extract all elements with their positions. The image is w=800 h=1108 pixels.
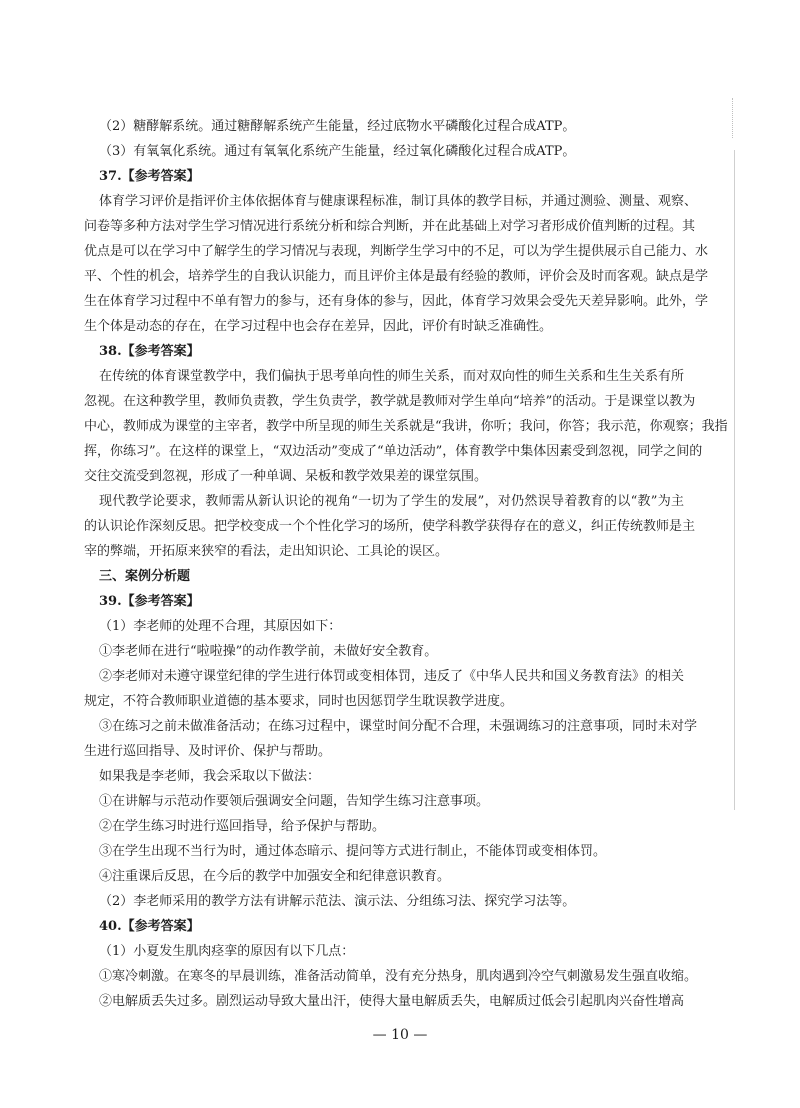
text-line: 生个体是动态的存在，在学习过程中也会存在差异，因此，评价有时缺乏准确性。: [84, 319, 553, 334]
text-line: ②电解质丢失过多。剧烈运动导致大量出汗，使得大量电解质丢失，电解质过低会引起肌肉兴奋性增高: [99, 994, 685, 1009]
scan-edge-line: [734, 150, 735, 810]
text-line: ③在练习之前未做准备活动；在练习过程中，课堂时间分配不合理，未强调练习的注意事项，同时未对学: [99, 719, 698, 734]
text-line: 生进行巡回指导、及时评价、保护与帮助。: [84, 744, 332, 759]
text-line: 生在体育学习过程中不单有智力的参与，还有身体的参与，因此，体育学习效果会受先天差异影响。此外，学: [84, 294, 709, 309]
text-line: 体育学习评价是指评价主体依据体育与健康课程标准，制订具体的教学目标，并通过测验、测量、观察、: [99, 194, 698, 209]
text-line: （3）有氧氧化系统。通过有氧氧化系统产生能量，经过氧化磷酸化过程合成ATP。: [99, 144, 576, 159]
text-line: 优点是可以在学习中了解学生的学习情况与表现，判断学生学习中的不足，可以为学生提供展示自己能力、水: [84, 244, 709, 259]
text-line: 规定，不符合教师职业道德的基本要求，同时也因惩罚学生耽误教学进度。: [84, 694, 514, 709]
text-line: 忽视。在这种教学里，教师负责教，学生负责学，教学就是教师对学生单向“培养”的活动。于是课堂以教为: [84, 394, 696, 409]
section-heading: 39.【参考答案】: [99, 594, 200, 609]
text-line: （2）糖酵解系统。通过糖酵解系统产生能量，经过底物水平磷酸化过程合成ATP。: [99, 119, 576, 134]
page-number: — 10 —: [372, 1027, 428, 1043]
section-heading: 三、案例分析题: [99, 569, 191, 584]
section-heading: 40.【参考答案】: [99, 919, 200, 934]
section-heading: 37.【参考答案】: [99, 169, 200, 184]
text-line: （1）李老师的处理不合理，其原因如下：: [99, 619, 342, 634]
text-line: ④注重课后反思，在今后的教学中加强安全和纪律意识教育。: [99, 869, 451, 884]
text-line: 问卷等多种方法对学生学习情况进行系统分析和综合判断，并在此基础上对学习者形成价值判断的过程。其: [84, 219, 696, 234]
text-line: 中心，教师成为课堂的主宰者，教学中所呈现的师生关系就是“我讲，你听；我问，你答；我示范，你观察；我指: [84, 419, 728, 434]
text-line: 的认识论作深刻反思。把学校变成一个个性化学习的场所，使学科教学获得存在的意义，纠正传统教师是主: [84, 519, 696, 534]
scan-edge-dots: [732, 98, 736, 138]
text-line: 如果我是李老师，我会采取以下做法：: [99, 769, 321, 784]
text-line: （2）李老师采用的教学方法有讲解示范法、演示法、分组练习法、探究学习法等。: [99, 894, 576, 909]
text-line: ①在讲解与示范动作要领后强调安全问题，告知学生练习注意事项。: [99, 794, 490, 809]
text-line: ②在学生练习时进行巡回指导，给予保护与帮助。: [99, 819, 386, 834]
text-line: ③在学生出现不当行为时，通过体态暗示、提问等方式进行制止，不能体罚或变相体罚。: [99, 844, 607, 859]
text-line: 交往交流受到忽视，形成了一种单调、呆板和教学效果差的课堂氛围。: [84, 469, 488, 484]
text-line: （1）小夏发生肌肉痉挛的原因有以下几点：: [99, 944, 355, 959]
text-line: 现代教学论要求，教师需从新认识论的视角“一切为了学生的发展”，对仍然误导着教育的以“教”为主: [99, 494, 684, 509]
text-line: ①寒冷刺激。在寒冬的早晨训练，准备活动简单，没有充分热身，肌肉遇到冷空气刺激易发生强直收缩。: [99, 969, 698, 984]
text-line: ①李老师在进行“啦啦操”的动作教学前，未做好安全教育。: [99, 644, 438, 659]
text-line: 平、个性的机会，培养学生的自我认识能力，而且评价主体是最有经验的教师，评价会及时而客观。缺点是学: [84, 269, 709, 284]
text-line: ②李老师对未遵守课堂纪律的学生进行体罚或变相体罚，违反了《中华人民共和国义务教育法》的相关: [99, 669, 685, 684]
text-line: 在传统的体育课堂教学中，我们偏执于思考单向性的师生关系，而对双向性的师生关系和生生关系有所: [99, 369, 685, 384]
text-line: 挥，你练习”。在这样的课堂上，“双边活动”变成了“单边活动”，体育教学中集体因素受到忽视，同学之间的: [84, 444, 703, 459]
section-heading: 38.【参考答案】: [99, 344, 200, 359]
text-line: 宰的弊端，开拓原来狭窄的看法，走出知识论、工具论的误区。: [84, 544, 449, 559]
